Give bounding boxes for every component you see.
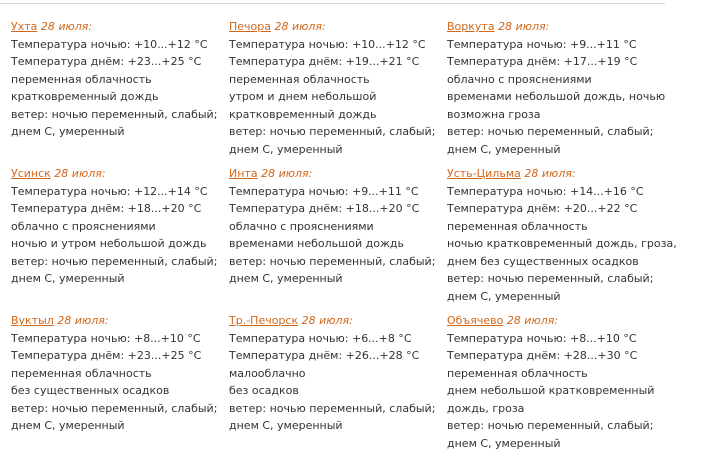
condition-line: облачно с прояснениями <box>447 72 592 86</box>
card-header <box>11 18 227 36</box>
condition-line: днем без существенных осадков <box>447 254 639 268</box>
city-link[interactable]: Усть-Цильма <box>447 167 521 180</box>
temp-day: Температура днём: +19...+21 °С <box>229 55 420 68</box>
forecast-card-ust-tsilma <box>447 165 677 305</box>
condition-line: временами небольшой дождь <box>229 237 404 250</box>
city-link[interactable]: Усинск <box>11 167 51 180</box>
forecast-date: 28 июля: <box>506 314 559 327</box>
condition-line: переменная облачность <box>11 366 152 380</box>
wind-info: ветер: ночью переменный, слабый; днем С, умеренный <box>229 401 436 432</box>
forecast-date: 28 июля: <box>40 20 93 33</box>
wind-info: ветер: ночью переменный, слабый; днем С, умеренный <box>11 254 218 285</box>
temp-night: Температура ночью: +14...+16 °С <box>447 184 644 198</box>
wind-info: ветер: ночью переменный, слабый; днем С, умеренный <box>447 125 654 156</box>
forecast-date: 28 июля: <box>524 167 576 180</box>
card-header <box>11 312 227 330</box>
temp-night: Температура ночью: +8...+10 °С <box>447 331 637 345</box>
card-header <box>229 312 445 330</box>
forecast-card-usinsk <box>11 165 227 288</box>
forecast-card-obyachevo <box>447 312 663 452</box>
forecast-date: 28 июля: <box>498 20 550 33</box>
city-link[interactable]: Воркута <box>447 20 495 33</box>
condition-line: возможна гроза <box>447 107 541 121</box>
card-header <box>447 18 663 36</box>
forecast-card-inta <box>229 165 445 288</box>
condition-line: без осадков <box>229 384 299 397</box>
temp-day: Температура днём: +17...+19 °С <box>447 55 638 68</box>
forecast-card-vorkuta <box>447 18 666 158</box>
wind-info: ветер: ночью переменный, слабый; днем С, умеренный <box>229 254 436 285</box>
card-header <box>447 165 663 183</box>
forecast-card-ukhta <box>11 18 227 141</box>
forecast-card-tr-pechorsk <box>229 312 445 435</box>
condition-line: кратковременный дождь <box>11 90 159 103</box>
condition-line: облачно с прояснениями <box>229 219 374 233</box>
card-header <box>11 165 227 183</box>
wind-info: ветер: ночью переменный, слабый; днем С, умеренный <box>11 107 218 138</box>
condition-line: временами небольшой дождь, ночью <box>447 90 666 103</box>
condition-line: облачно с прояснениями <box>11 219 156 233</box>
wind-info: ветер: ночью переменный, слабый; днем С, умеренный <box>447 419 654 450</box>
card-header <box>229 18 445 36</box>
temp-night: Температура ночью: +12...+14 °С <box>11 184 208 198</box>
temp-night: Температура ночью: +10...+12 °С <box>11 37 208 51</box>
wind-info: ветер: ночью переменный, слабый; днем С, умеренный <box>229 125 436 156</box>
temp-night: Температура ночью: +9...+11 °С <box>447 37 637 51</box>
forecast-date: 28 июля: <box>274 20 326 33</box>
temp-day: Температура днём: +23...+25 °С <box>11 349 202 362</box>
forecast-card-pechora <box>229 18 445 158</box>
condition-line: кратковременный дождь <box>229 107 377 121</box>
condition-line: дождь, гроза <box>447 401 525 415</box>
top-divider <box>0 3 665 4</box>
temp-day: Температура днём: +20...+22 °С <box>447 202 638 215</box>
condition-line: переменная облачность <box>447 219 588 233</box>
city-link[interactable]: Тр.-Печорск <box>229 314 299 327</box>
forecast-date: 28 июля: <box>54 167 106 180</box>
city-link[interactable]: Инта <box>229 167 258 180</box>
condition-line: ночью и утром небольшой дождь <box>11 237 207 250</box>
condition-line: ночью кратковременный дождь, гроза, <box>447 237 677 250</box>
city-link[interactable]: Печора <box>229 20 271 33</box>
temp-night: Температура ночью: +9...+11 °С <box>229 184 419 198</box>
temp-day: Температура днём: +26...+28 °С <box>229 349 420 362</box>
city-link[interactable]: Ухта <box>11 20 38 33</box>
condition-line: днем небольшой кратковременный <box>447 384 655 397</box>
city-link[interactable]: Объячево <box>447 314 504 327</box>
forecast-date: 28 июля: <box>261 167 313 180</box>
condition-line: переменная облачность <box>229 72 370 86</box>
city-link[interactable]: Вуктыл <box>11 314 54 327</box>
forecast-date: 28 июля: <box>57 314 109 327</box>
temp-day: Температура днём: +18...+20 °С <box>229 202 420 215</box>
temp-night: Температура ночью: +8...+10 °С <box>11 331 201 345</box>
condition-line: переменная облачность <box>11 72 152 86</box>
temp-day: Температура днём: +23...+25 °С <box>11 55 202 68</box>
card-header <box>229 165 445 183</box>
condition-line: без существенных осадков <box>11 384 170 397</box>
card-header <box>447 312 663 330</box>
temp-night: Температура ночью: +6...+8 °С <box>229 331 412 345</box>
temp-night: Температура ночью: +10...+12 °С <box>229 37 426 51</box>
wind-info: ветер: ночью переменный, слабый; днем С, умеренный <box>11 401 218 432</box>
wind-info: ветер: ночью переменный, слабый; днем С, умеренный <box>447 272 654 303</box>
condition-line: утром и днем небольшой <box>229 90 377 103</box>
temp-day: Температура днём: +28...+30 °С <box>447 349 638 362</box>
condition-line: малооблачно <box>229 366 306 380</box>
forecast-card-vuktyl <box>11 312 227 435</box>
temp-day: Температура днём: +18...+20 °С <box>11 202 202 215</box>
condition-line: переменная облачность <box>447 366 588 380</box>
forecast-date: 28 июля: <box>301 314 353 327</box>
